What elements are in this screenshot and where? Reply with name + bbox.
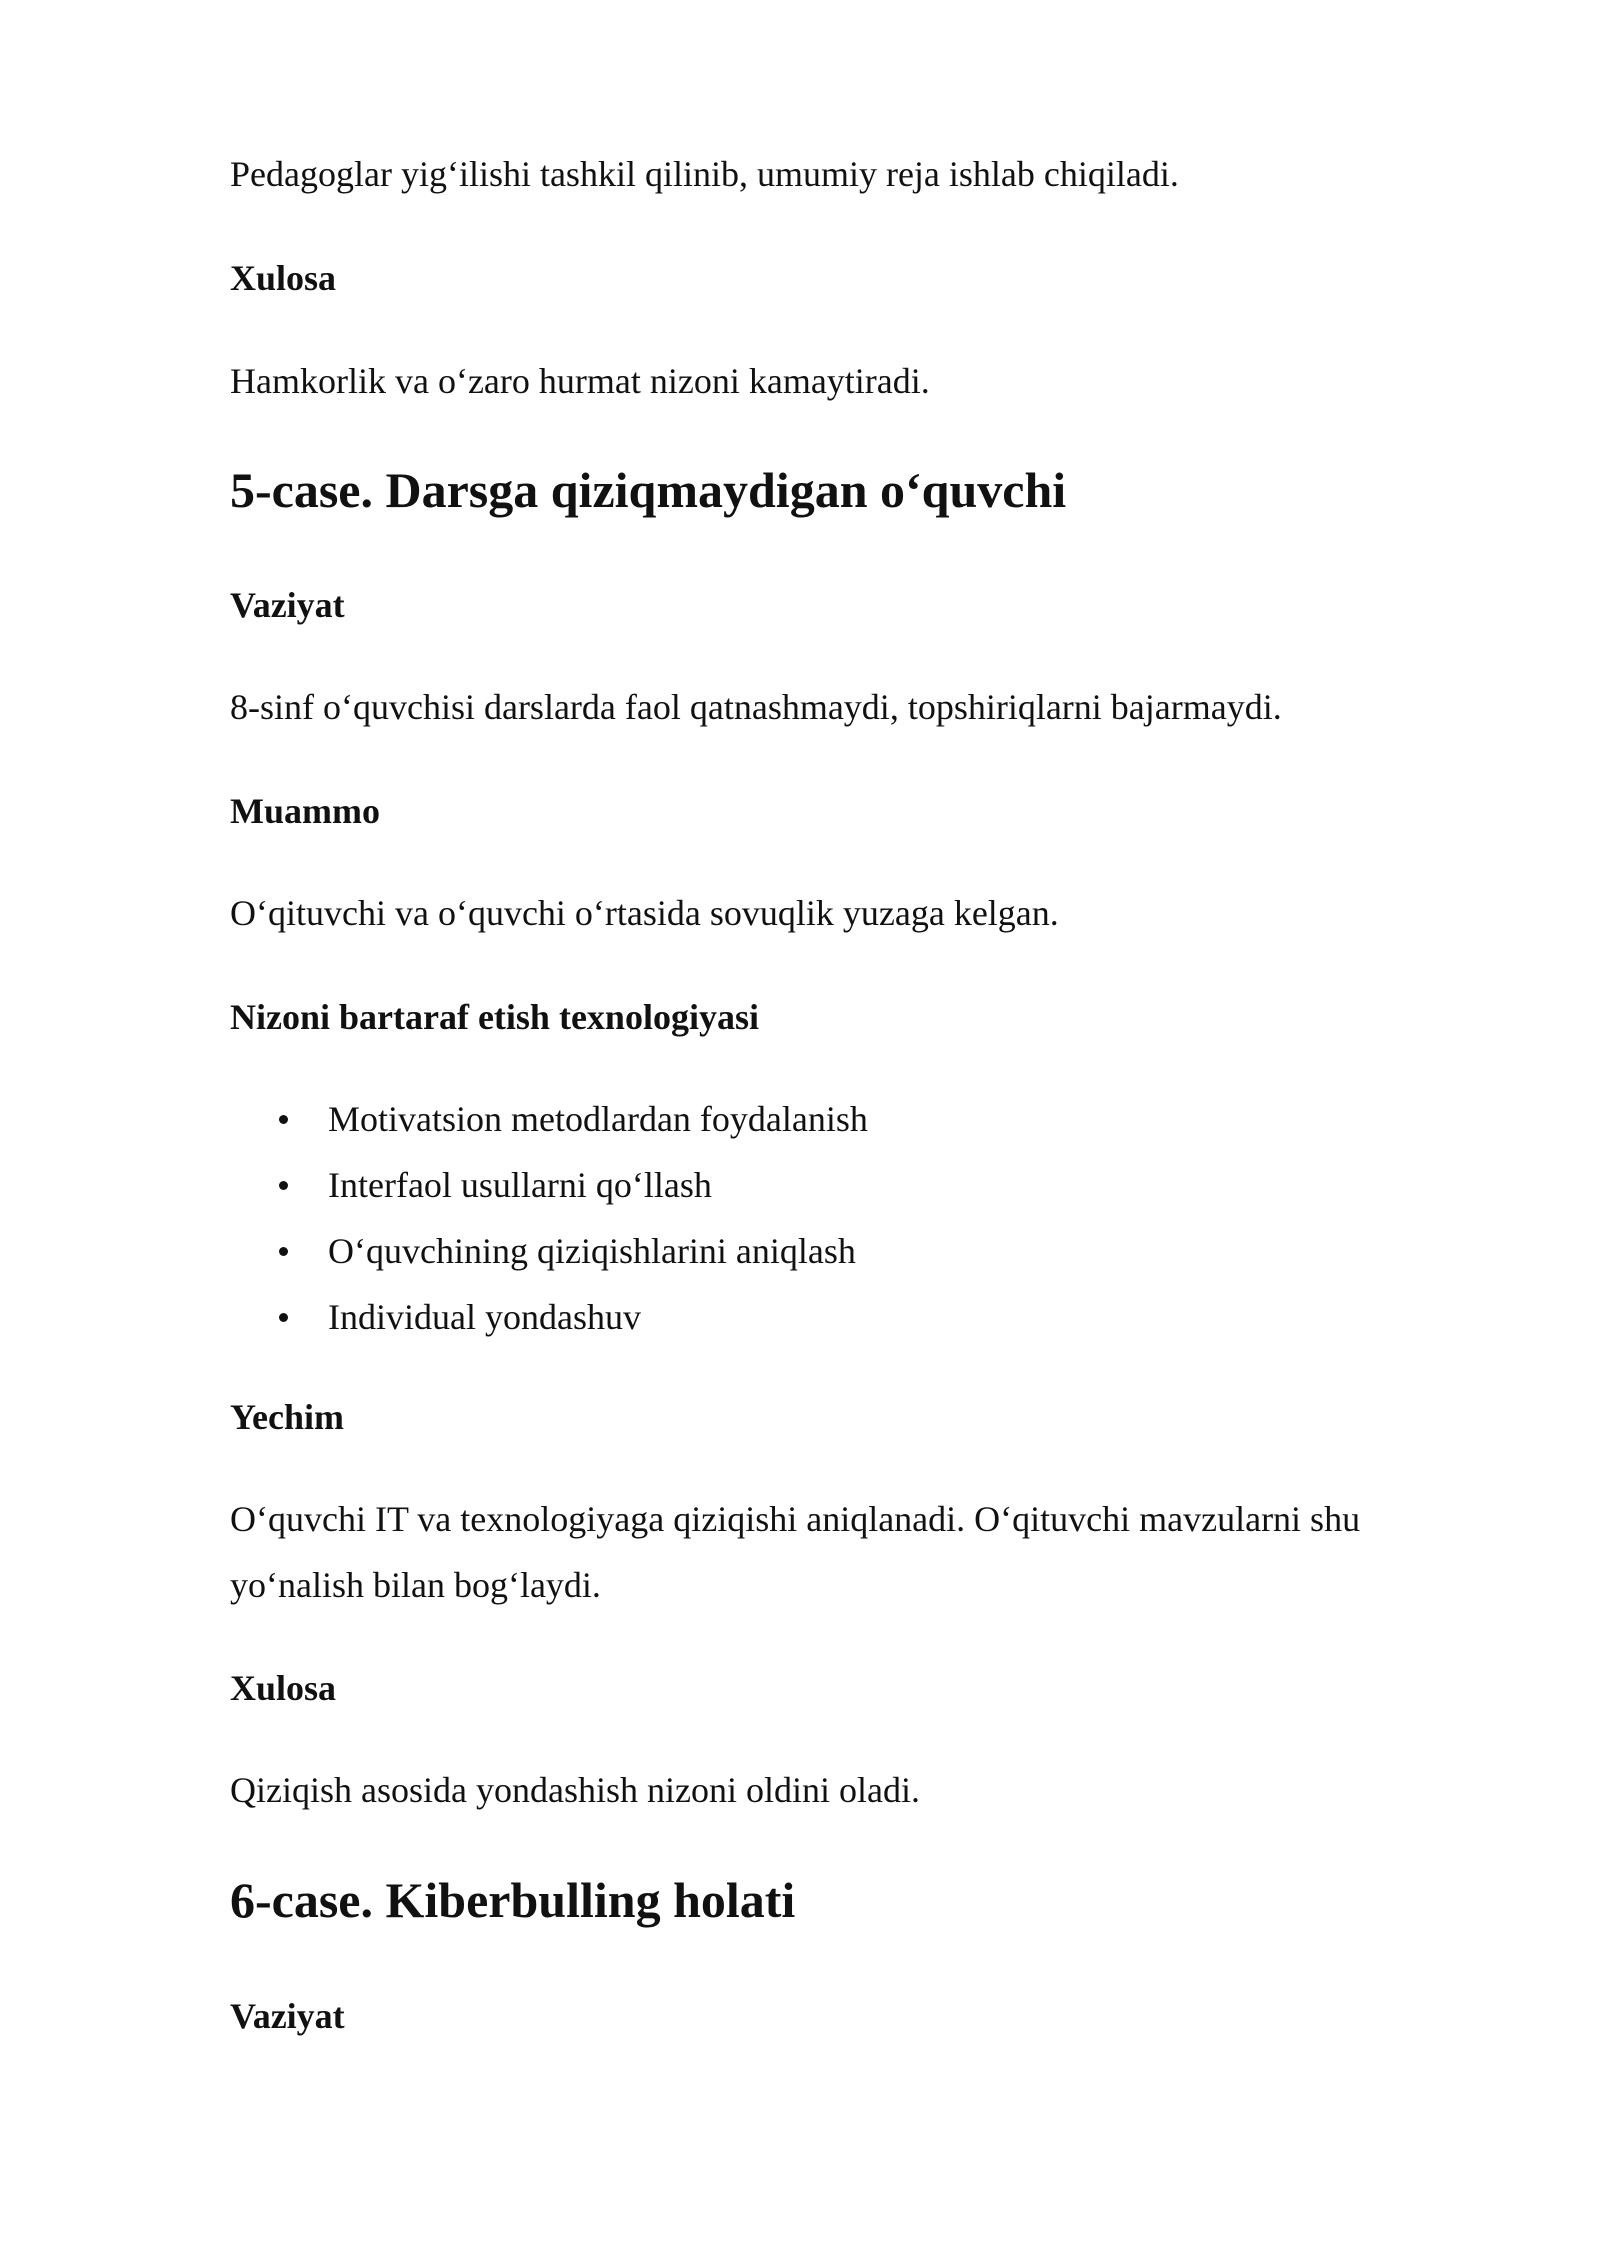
case5-solution-text: O‘quvchi IT va texnologiyaga qiziqishi aniqlanadi. O‘qituvchi mavzularni shu yo‘nalish bilan bog‘laydi. xyxy=(230,1499,1361,1605)
bullet-icon xyxy=(279,1115,288,1124)
bullet-icon xyxy=(279,1181,288,1190)
case5-conclusion-text: Qiziqish asosida yondashish nizoni oldini oladi. xyxy=(230,1770,920,1810)
bullet-icon xyxy=(279,1247,288,1256)
intro-paragraph: Pedagoglar yig‘ilishi tashkil qilinib, umumiy reja ishlab chiqiladi. xyxy=(230,154,1179,194)
case5-problem-heading: Muammo xyxy=(230,791,380,831)
bullet-icon xyxy=(279,1313,288,1322)
prev-conclusion-text: Hamkorlik va o‘zaro hurmat nizoni kamaytiradi. xyxy=(230,361,930,401)
case5-technology-list xyxy=(230,1086,868,1350)
case5-title: 5-case. Darsga qiziqmaydigan o‘quvchi xyxy=(230,462,1067,518)
case5-problem-text: O‘qituvchi va o‘quvchi o‘rtasida sovuqlik yuzaga kelgan. xyxy=(230,893,1059,933)
case5-conclusion-heading: Xulosa xyxy=(230,1668,337,1708)
case5-situation-text: 8-sinf o‘quvchisi darslarda faol qatnashmaydi, topshiriqlarni bajarmaydi. xyxy=(230,687,1282,727)
case5-situation-heading: Vaziyat xyxy=(230,585,345,625)
case5-solution-heading: Yechim xyxy=(230,1397,344,1437)
case5-technology-heading: Nizoni bartaraf etish texnologiyasi xyxy=(230,997,759,1037)
list-item: Motivatsion metodlardan foydalanish xyxy=(230,1086,868,1152)
case6-situation-heading: Vaziyat xyxy=(230,1996,345,2036)
case6-title: 6-case. Kiberbulling holati xyxy=(230,1872,796,1928)
list-item: Individual yondashuv xyxy=(230,1284,868,1350)
list-item: O‘quvchining qiziqishlarini aniqlash xyxy=(230,1218,868,1284)
list-item: Interfaol usullarni qo‘llash xyxy=(230,1152,868,1218)
prev-conclusion-heading: Xulosa xyxy=(230,258,337,298)
